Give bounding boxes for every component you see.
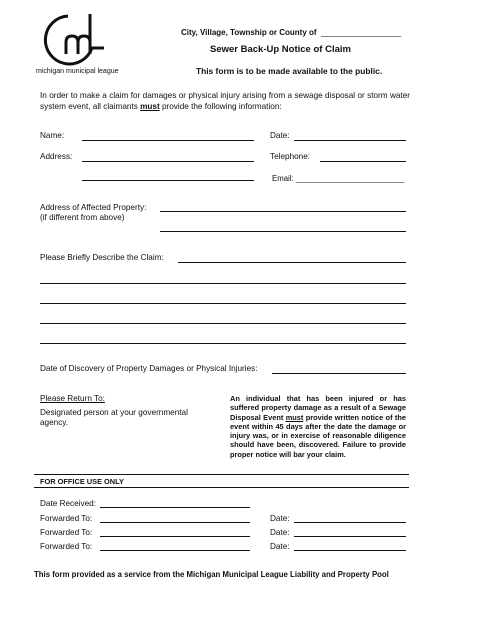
- return-heading-text: Please Return To:: [40, 394, 105, 403]
- legal-notice: [230, 394, 406, 459]
- forwarded-to-label-1: Forwarded To:: [40, 514, 93, 523]
- office-date-field-2[interactable]: [294, 536, 406, 537]
- intro-emphasis: must: [140, 102, 160, 111]
- footer-credit: This form provided as a service from the Michigan Municipal League Liability and Property Pool: [34, 570, 389, 579]
- address-field-2[interactable]: [82, 180, 254, 181]
- discovery-date-label: Date of Discovery of Property Damages or Physical Injuries:: [40, 364, 258, 373]
- office-date-field-3[interactable]: [294, 550, 406, 551]
- date-received-field[interactable]: [100, 507, 250, 508]
- date-field[interactable]: [294, 140, 406, 141]
- telephone-label: Telephone:: [270, 152, 311, 161]
- return-line-1: Designated person at your governmental: [40, 408, 188, 417]
- office-date-field-1[interactable]: [294, 522, 406, 523]
- notice-emphasis: must: [285, 412, 304, 422]
- office-date-label-3: Date:: [270, 542, 290, 551]
- notice-text-1: An individual that has been injured or has suffered property damage as a result of a Sewage Disposal Event: [230, 394, 406, 422]
- date-received-label: Date Received:: [40, 499, 96, 508]
- forwarded-to-label-3: Forwarded To:: [40, 542, 93, 551]
- forwarded-to-label-2: Forwarded To:: [40, 528, 93, 537]
- address-label: Address:: [40, 152, 73, 161]
- forwarded-to-field-1[interactable]: [100, 522, 250, 523]
- office-divider: [34, 474, 409, 475]
- logo-caption: michigan municipal league: [36, 68, 119, 75]
- affected-property-label: Address of Affected Property:: [40, 203, 147, 212]
- email-label: Email:: [272, 174, 294, 183]
- mml-logo-icon: [38, 8, 118, 68]
- intro-text-before: In order to make a claim for damages or physical injury arising from a sewage disposal or storm water system event, all claimants: [40, 91, 410, 111]
- forwarded-to-field-2[interactable]: [100, 536, 250, 537]
- name-field[interactable]: [82, 140, 254, 141]
- notice-text-2: provide written notice of the event within 45 days after the date the damage or injury was, or in exercise of reasonable diligence should have been, discovered. Failure to provide proper notice will bar your claim.: [230, 412, 406, 459]
- jurisdiction-blank[interactable]: __________________: [321, 28, 402, 37]
- describe-claim-field-4[interactable]: [40, 323, 406, 324]
- describe-claim-field-2[interactable]: [40, 283, 406, 284]
- name-label: Name:: [40, 131, 65, 140]
- jurisdiction-label-text: City, Village, Township or County of: [181, 28, 317, 37]
- telephone-field[interactable]: [320, 161, 406, 162]
- describe-claim-field-3[interactable]: [40, 303, 406, 304]
- page-subtitle: This form is to be made available to the public.: [196, 66, 383, 76]
- discovery-date-field[interactable]: [272, 373, 406, 374]
- page-title: Sewer Back-Up Notice of Claim: [210, 44, 351, 55]
- office-use-heading: FOR OFFICE USE ONLY: [40, 477, 124, 486]
- describe-claim-label: Please Briefly Describe the Claim:: [40, 253, 164, 262]
- email-row: [272, 174, 404, 183]
- date-label: Date:: [270, 131, 290, 140]
- return-line-2: agency.: [40, 418, 69, 427]
- return-heading: [40, 394, 105, 403]
- affected-property-field-2[interactable]: [160, 231, 406, 232]
- describe-claim-field-5[interactable]: [40, 343, 406, 344]
- address-field-1[interactable]: [82, 161, 254, 162]
- describe-claim-field-1[interactable]: [178, 262, 406, 263]
- affected-property-field-1[interactable]: [160, 211, 406, 212]
- mml-logo: [38, 8, 118, 70]
- affected-property-note: (if different from above): [40, 213, 125, 222]
- office-underline: [34, 487, 409, 488]
- forwarded-to-field-3[interactable]: [100, 550, 250, 551]
- office-date-label-1: Date:: [270, 514, 290, 523]
- jurisdiction-label: [181, 28, 401, 37]
- intro-paragraph: [40, 90, 410, 112]
- intro-text-after: provide the following information:: [159, 102, 282, 111]
- office-date-label-2: Date:: [270, 528, 290, 537]
- email-field[interactable]: _________________________: [295, 174, 405, 183]
